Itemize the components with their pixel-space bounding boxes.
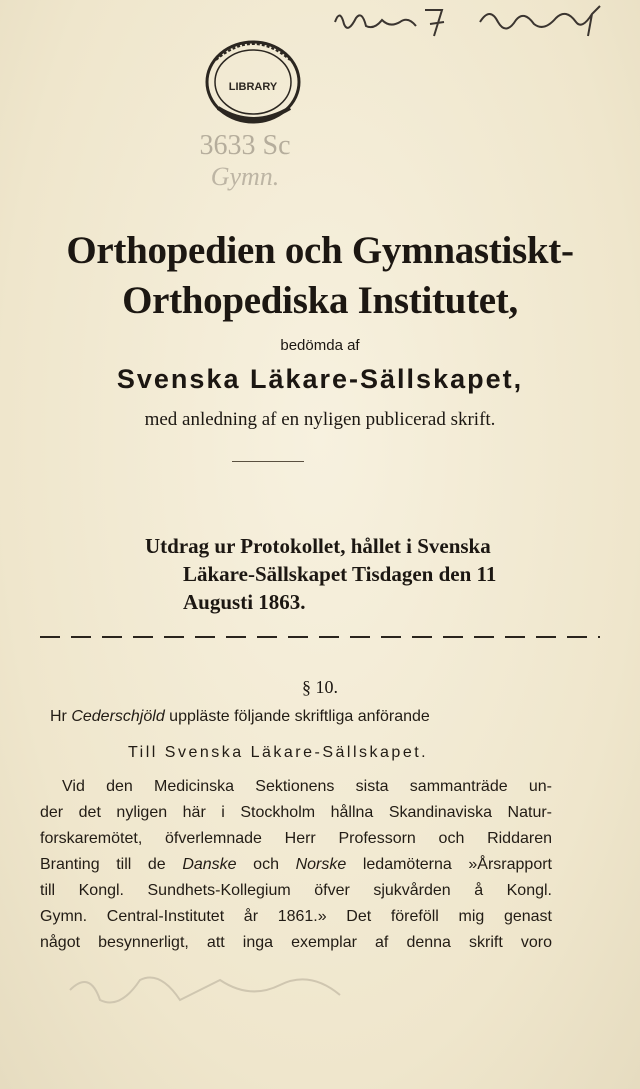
excerpt-line-2: Läkare-Sällskapet Tisdagen den 11: [183, 562, 497, 586]
body-line-7: något besynnerligt, att inga exemplar af denna skrift voro: [40, 934, 552, 951]
handwritten-signature: [330, 0, 620, 50]
line4-c: ledamöterna »Årsrapport: [346, 856, 552, 873]
line4-b: och: [236, 856, 296, 873]
intro-rest: uppläste följande skriftliga anförande: [164, 708, 430, 725]
body-line-4: [40, 856, 552, 874]
excerpt-line-1: Utdrag ur Protokollet, hållet i Svenska: [145, 534, 491, 558]
stamp-text: LIBRARY: [228, 81, 278, 93]
subtitle-reason: med anledning af en nyligen publicerad skrift.: [144, 409, 496, 430]
svg-text:Uppsala Cygnæus: Uppsala Cygnæus: [330, 0, 338, 1]
shelfmark: [180, 130, 310, 200]
shelfmark-subject: Gymn.: [210, 162, 280, 191]
shelfmark-number: 3633 Sc: [199, 130, 291, 161]
line4-norske: Norske: [295, 856, 347, 873]
body-line-5: till Kongl. Sundhets-Kollegium öfver sjukvården å Kongl.: [40, 882, 552, 899]
intro-name: Cederschjöld: [71, 708, 165, 725]
dashed-divider: [40, 634, 600, 640]
subtitle-society: Svenska Läkare-Sällskapet,: [116, 364, 524, 394]
divider-rule: [232, 461, 304, 462]
intro-line: [50, 708, 562, 726]
library-stamp: [198, 30, 308, 130]
body-line-3: forskaremötet, öfverlemnade Herr Professorn och Riddaren: [40, 830, 552, 847]
subtitle-judged: bedömda af: [280, 337, 360, 354]
line4-a: Branting till de: [40, 856, 183, 873]
body-line-1: Vid den Medicinska Sektionens sista sammanträde un-: [62, 778, 552, 795]
title-line-2: Orthopediska Institutet,: [122, 279, 518, 322]
address-line: Till Svenska Läkare-Sällskapet.: [128, 744, 429, 761]
body-line-2: der det nyligen här i Stockholm hållna Skandinaviska Natur-: [40, 804, 552, 821]
bleed-through-marks: [60, 960, 360, 1020]
line4-danske: Danske: [182, 856, 237, 873]
protocol-excerpt: [145, 532, 565, 616]
body-line-6: Gymn. Central-Institutet år 1861.» Det föreföll mig genast: [40, 908, 552, 925]
section-number: § 10.: [302, 677, 338, 697]
intro-prefix: Hr: [50, 708, 72, 725]
title-line-1: Orthopedien och Gymnastiskt-: [66, 229, 574, 272]
excerpt-line-3: Augusti 1863.: [183, 590, 306, 614]
